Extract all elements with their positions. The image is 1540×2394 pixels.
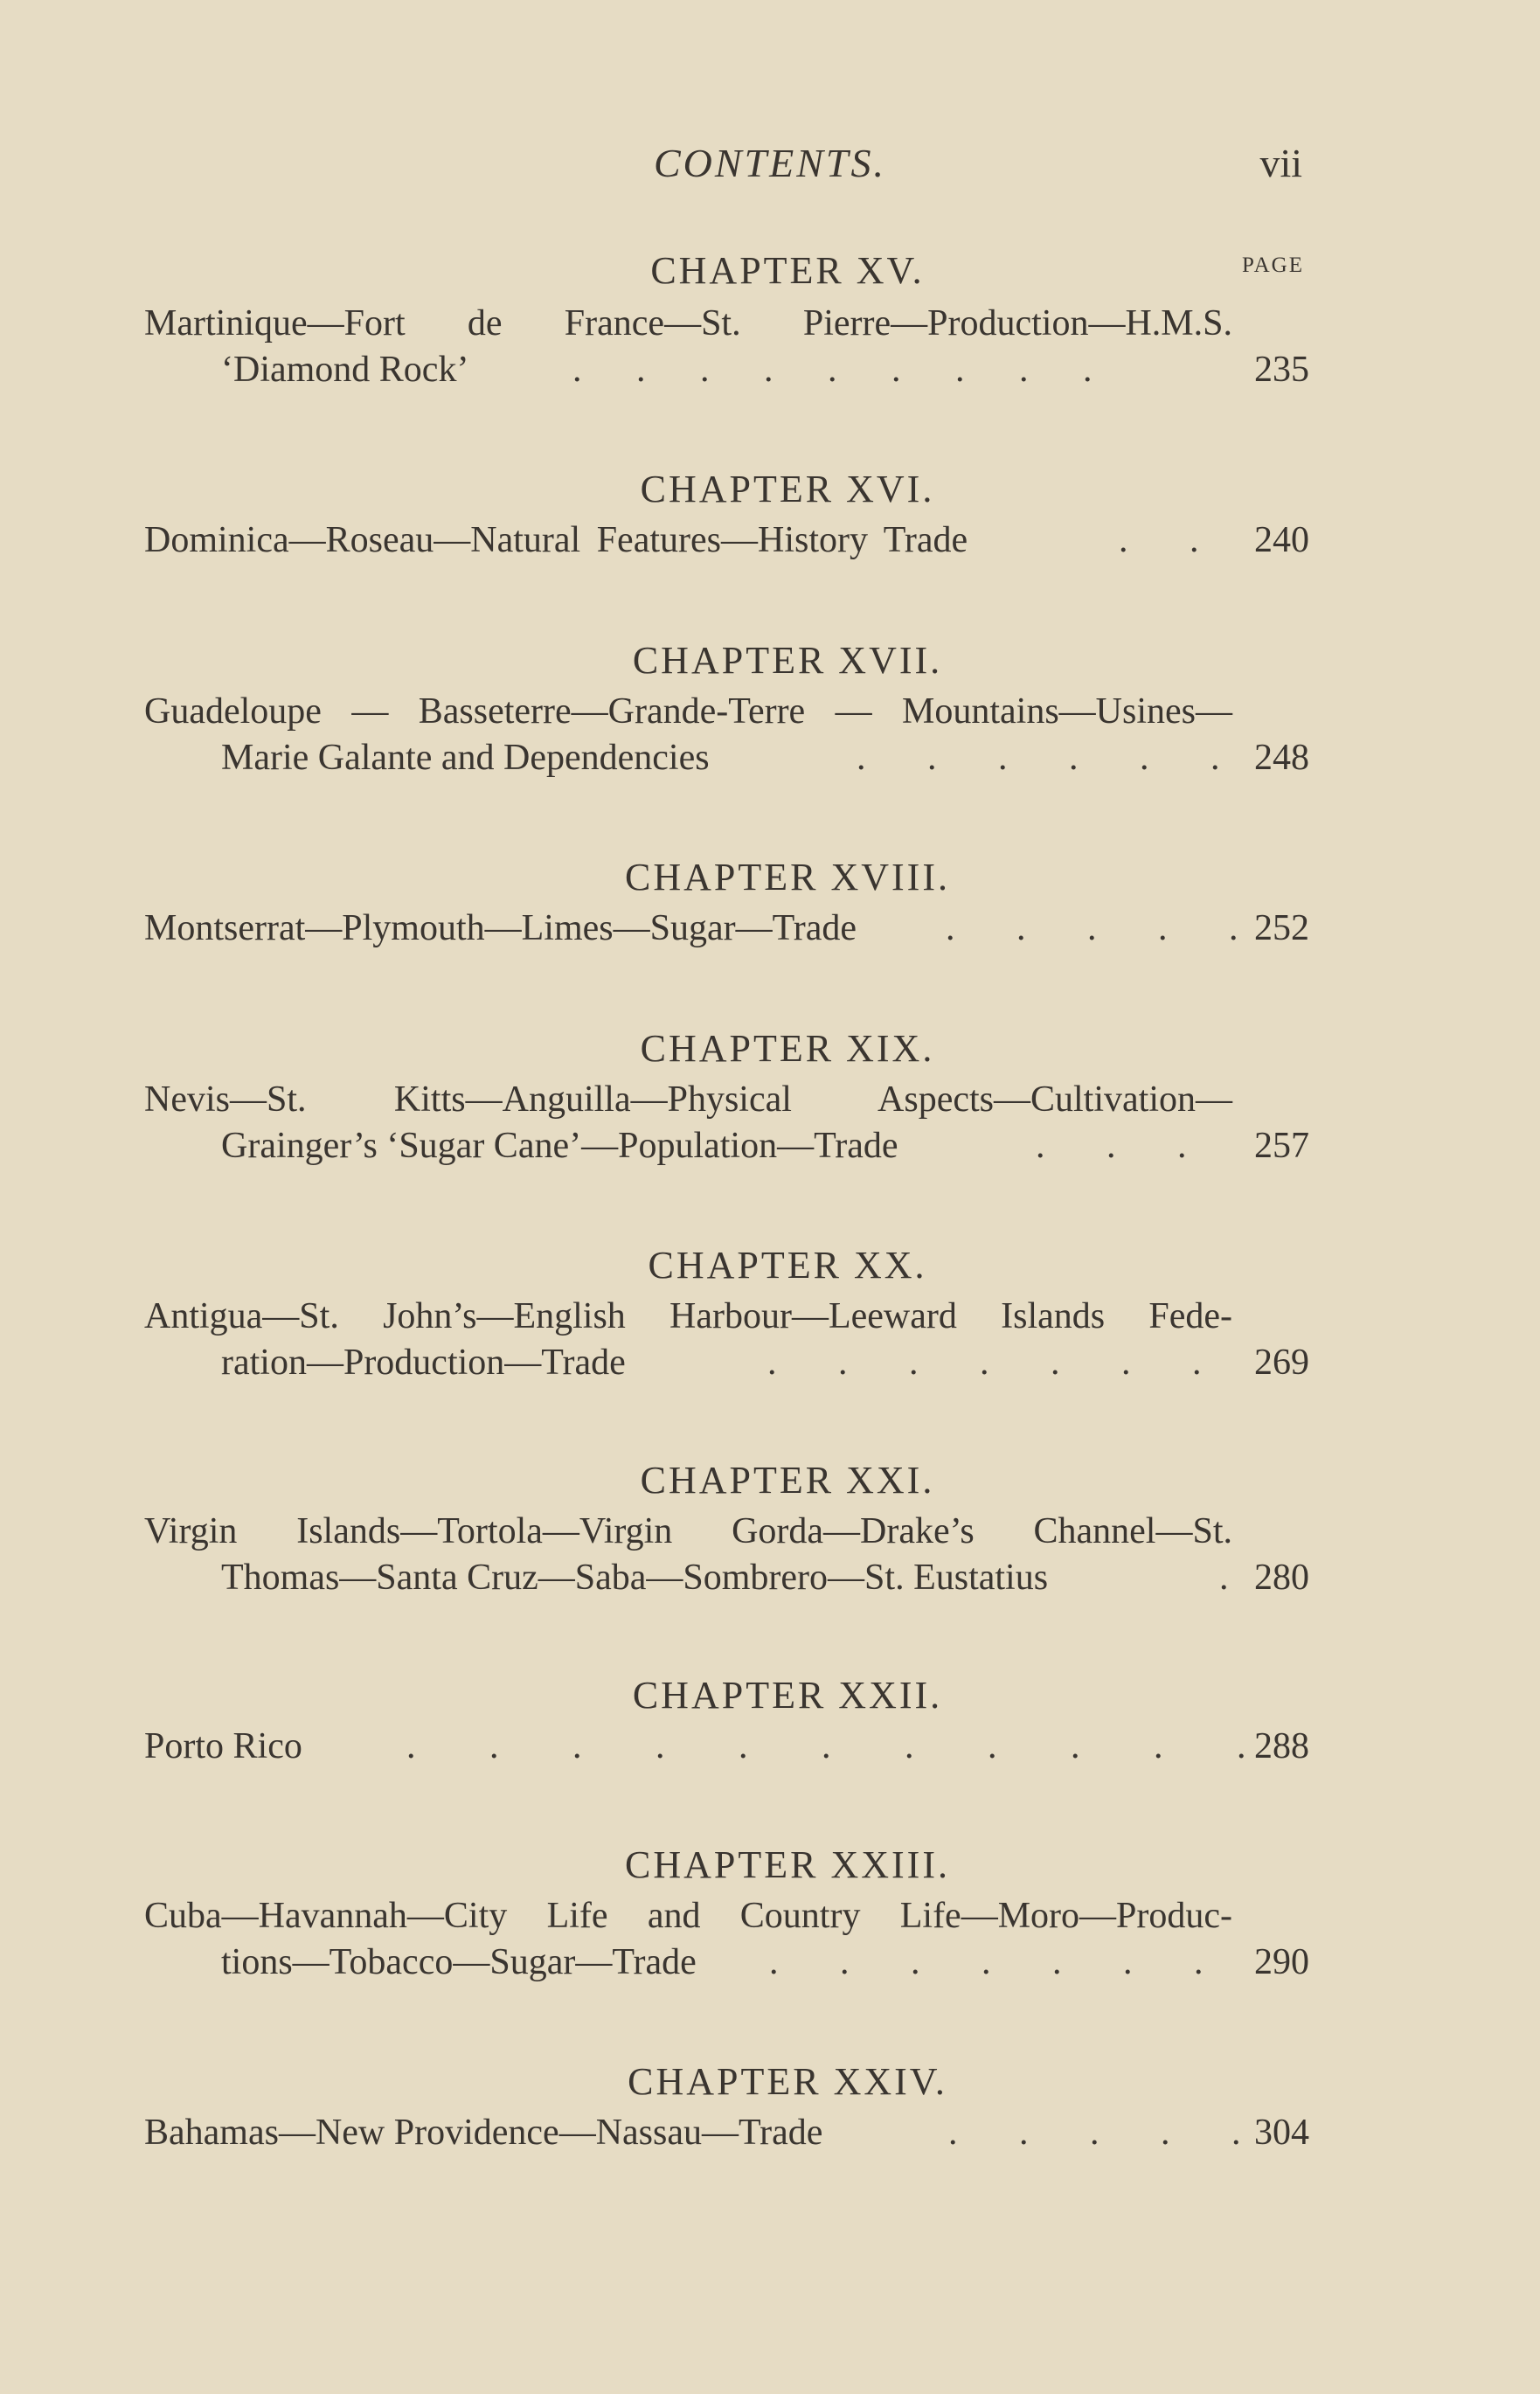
- entry-page-number: 235: [1254, 350, 1309, 390]
- chapter-xv: [0, 246, 1540, 393]
- entry-text: Marie Galante and Dependencies: [221, 738, 710, 778]
- leader-dots: . . . . . . .: [767, 1343, 1202, 1383]
- chapter-xxiv: [0, 2057, 1540, 2156]
- chapter-xix: [0, 1024, 1540, 1169]
- entry-text: Porto Rico: [144, 1726, 302, 1766]
- entry-text: Dominica—Roseau—Natural Features—History Trade: [144, 520, 968, 560]
- entry-line: [0, 2110, 1540, 2156]
- chapter-xviii: [0, 853, 1540, 952]
- entry-page-number: 288: [1254, 1726, 1309, 1766]
- entry-line: [0, 301, 1540, 347]
- leader-dots: . . . . .: [946, 908, 1238, 948]
- chapter-xvii: [0, 636, 1540, 781]
- chapter-heading: CHAPTER XIX.: [640, 1027, 935, 1070]
- chapter-xxiii: [0, 1841, 1540, 1986]
- entry-page-number: 280: [1254, 1558, 1309, 1598]
- entry-line: [0, 517, 1540, 564]
- entry-text: Bahamas—New Providence—Nassau—Trade: [144, 2113, 823, 2153]
- chapter-heading: CHAPTER XX.: [648, 1244, 927, 1287]
- chapter-heading: CHAPTER XV.: [650, 249, 925, 292]
- page-title: CONTENTS.: [653, 141, 887, 185]
- entry-text: Montserrat—Plymouth—Limes—Sugar—Trade: [144, 908, 857, 948]
- entry-page-number: 240: [1254, 520, 1309, 560]
- entry-page-number: 269: [1254, 1343, 1309, 1383]
- entry-line: [0, 1939, 1540, 1986]
- entry-text: Antigua—St. John’s—English Harbour—Leeward Islands Fede-: [144, 1296, 1232, 1336]
- entry-line: [0, 1724, 1540, 1770]
- chapter-heading: CHAPTER XXIII.: [625, 1843, 950, 1886]
- leader-dots: . .: [1119, 520, 1199, 560]
- entry-page-number: 248: [1254, 738, 1309, 778]
- entry-line: [0, 906, 1540, 952]
- entry-text: Virgin Islands—Tortola—Virgin Gorda—Drake’s Channel—St.: [144, 1511, 1232, 1551]
- entry-line: [0, 347, 1540, 393]
- chapter-xx: [0, 1241, 1540, 1386]
- entry-line: [0, 1555, 1540, 1601]
- entry-text: Cuba—Havannah—City Life and Country Life—Moro—Produc-: [144, 1896, 1232, 1936]
- entry-text: ‘Diamond Rock’: [221, 350, 469, 390]
- chapter-heading: CHAPTER XVI.: [640, 468, 935, 510]
- chapter-heading: CHAPTER XXII.: [632, 1674, 943, 1717]
- entry-line: [0, 735, 1540, 781]
- entry-text: Guadeloupe — Basseterre—Grande-Terre — Mountains—Usines—: [144, 691, 1232, 732]
- chapter-heading: CHAPTER XXIV.: [628, 2060, 947, 2103]
- entry-line: [0, 1340, 1540, 1386]
- leader-dots: . . . . .: [948, 2113, 1241, 2153]
- chapter-heading: CHAPTER XVIII.: [625, 856, 950, 899]
- entry-text: Thomas—Santa Cruz—Saba—Sombrero—St. Eustatius: [221, 1558, 1049, 1598]
- leader-dots: . . .: [1036, 1126, 1187, 1166]
- entry-page-number: 257: [1254, 1126, 1309, 1166]
- entry-text: ration—Production—Trade: [221, 1343, 626, 1383]
- entry-text: Grainger’s ‘Sugar Cane’—Population—Trade: [221, 1126, 898, 1166]
- entry-page-number: 290: [1254, 1942, 1309, 1982]
- entry-text: Nevis—St. Kitts—Anguilla—Physical Aspects—Cultivation—: [144, 1079, 1232, 1120]
- leader-dots: . . . . . . .: [769, 1942, 1204, 1982]
- leader-dots: .: [1219, 1558, 1229, 1598]
- chapter-xvi: [0, 465, 1540, 564]
- chapter-xxii: [0, 1671, 1540, 1770]
- chapter-xxi: [0, 1456, 1540, 1601]
- entry-text: Martinique—Fort de France—St. Pierre—Production—H.M.S.: [144, 303, 1232, 343]
- page-number: vii: [1259, 141, 1302, 185]
- entry-line: [0, 1123, 1540, 1169]
- leader-dots: . . . . . . . . . . .: [406, 1726, 1246, 1766]
- entry-line: [0, 1893, 1540, 1939]
- entry-line: [0, 689, 1540, 735]
- page-column-label: PAGE: [1242, 253, 1304, 277]
- entry-line: [0, 1077, 1540, 1123]
- entry-line: [0, 1509, 1540, 1555]
- leader-dots: . . . . . .: [857, 738, 1220, 778]
- entry-page-number: 304: [1254, 2113, 1309, 2153]
- entry-page-number: 252: [1254, 908, 1309, 948]
- leader-dots: . . . . . . . . .: [572, 350, 1093, 390]
- entry-text: tions—Tobacco—Sugar—Trade: [221, 1942, 697, 1982]
- chapter-heading: CHAPTER XXI.: [640, 1459, 935, 1502]
- chapter-heading: CHAPTER XVII.: [632, 639, 943, 682]
- entry-line: [0, 1294, 1540, 1340]
